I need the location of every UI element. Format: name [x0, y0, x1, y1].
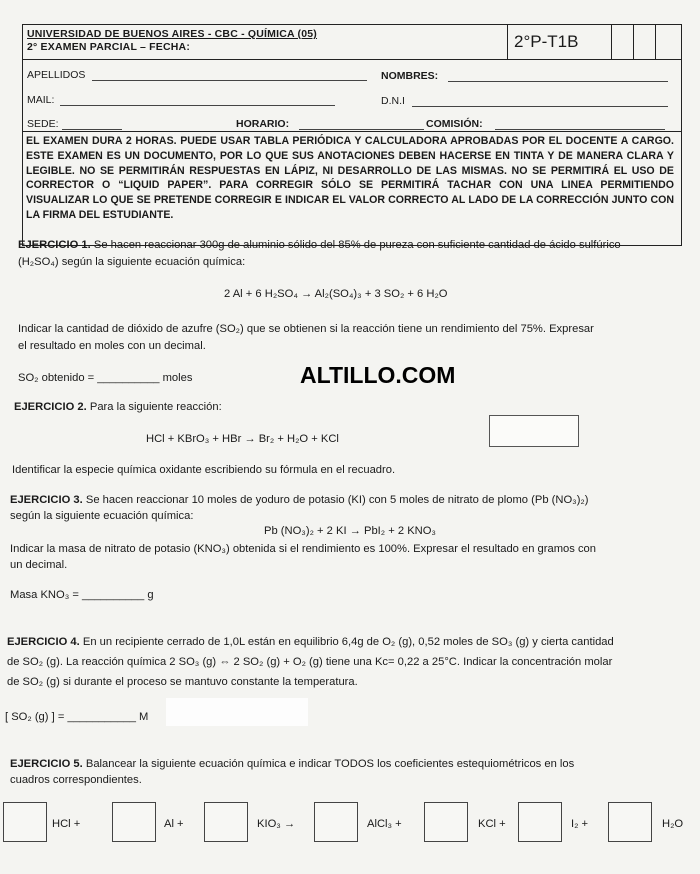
apellidos-field[interactable]: [92, 80, 367, 81]
exercise-4-text-3: de SO₂ (g) si durante el proceso se mantuvo constante la temperatura.: [7, 676, 358, 688]
species-1: HCl +: [52, 818, 81, 830]
coefficient-box-2[interactable]: [112, 802, 156, 842]
exercise-5-text-2: cuadros correspondientes.: [10, 774, 142, 786]
species-3: KIO₃ →: [257, 818, 296, 830]
apellidos-label: APELLIDOS: [27, 69, 86, 81]
coefficient-box-4[interactable]: [314, 802, 358, 842]
species-5: KCl +: [478, 818, 506, 830]
exercise-3-text-3: Indicar la masa de nitrato de potasio (KNO₃) obtenida si el rendimiento es 100%. Expresar el resultado en gramos con: [10, 543, 596, 555]
mail-label: MAIL:: [27, 94, 55, 106]
species-6: I₂ +: [571, 818, 589, 830]
horario-field[interactable]: [299, 129, 424, 130]
nombres-field[interactable]: [448, 81, 668, 82]
species-2: Al +: [164, 818, 184, 830]
divider: [23, 59, 681, 60]
exercise-4-text-2: de SO₂ (g). La reacción química 2 SO₃ (g) ⇔ 2 SO₂ (g) + O₂ (g) tiene una Kc= 0,22 a 25°C. Indicar la concentración molar: [7, 656, 613, 668]
exercise-3-equation: Pb (NO₃)₂ + 2 KI → PbI₂ + 2 KNO₃: [264, 525, 436, 537]
exercise-1-text-3: Indicar la cantidad de dióxido de azufre (SO₂) que se obtienen si la reacción tiene un rendimiento del 75%. Expresar: [18, 323, 594, 335]
comision-field[interactable]: [495, 129, 665, 130]
exercise-3-text-4: un decimal.: [10, 559, 68, 571]
exercise-4-title: EJERCICIO 4.: [7, 636, 80, 648]
coefficient-box-5[interactable]: [424, 802, 468, 842]
exercise-2-title: EJERCICIO 2.: [14, 401, 87, 413]
exercise-5-title: EJERCICIO 5.: [10, 758, 83, 770]
exercise-1-text-2: (H₂SO₄) según la siguiente ecuación química:: [18, 256, 246, 268]
species-4: AlCl₃ +: [367, 818, 402, 830]
coefficient-box-7[interactable]: [608, 802, 652, 842]
coefficient-box-6[interactable]: [518, 802, 562, 842]
answer-whitebox[interactable]: [166, 698, 308, 726]
mail-field[interactable]: [60, 105, 335, 106]
exam-title: 2° EXAMEN PARCIAL – FECHA:: [27, 41, 191, 53]
comision-label: COMISIÓN:: [426, 118, 483, 130]
dni-label: D.N.I: [381, 95, 405, 107]
exercise-4-answer[interactable]: [ SO₂ (g) ] = ___________ M: [5, 711, 149, 723]
species-7: H₂O: [662, 818, 684, 830]
exercise-1-text-4: el resultado en moles con un decimal.: [18, 340, 206, 352]
exercise-5-text: EJERCICIO 5. Balancear la siguiente ecuación química e indicar TODOS los coeficientes estequiométricos en los: [10, 758, 575, 770]
exercise-3-title: EJERCICIO 3.: [10, 494, 83, 506]
dni-field[interactable]: [412, 106, 668, 107]
exercise-1-answer[interactable]: SO₂ obtenido = __________ moles: [18, 372, 193, 384]
exercise-1-text: EJERCICIO 1. Se hacen reaccionar 300g de aluminio sólido del 85% de pureza con suficiente cantidad de ácido sulfúrico: [18, 239, 621, 251]
exercise-3-text-2: según la siguiente ecuación química:: [10, 510, 194, 522]
sede-field[interactable]: [62, 129, 122, 130]
university-title: UNIVERSIDAD DE BUENOS AIRES - CBC - QUÍMICA (05): [27, 28, 318, 40]
exercise-2-text: EJERCICIO 2. Para la siguiente reacción:: [14, 401, 222, 413]
nombres-label: NOMBRES:: [381, 70, 439, 82]
exercise-2-equation: HCl + KBrO₃ + HBr → Br₂ + H₂O + KCl: [146, 433, 339, 445]
watermark: ALTILLO.COM: [300, 362, 456, 388]
exercise-2-text-2: Identificar la especie química oxidante escribiendo su fórmula en el recuadro.: [12, 464, 396, 476]
oxidant-answer-box[interactable]: [489, 415, 579, 447]
coefficient-box-3[interactable]: [204, 802, 248, 842]
exercise-1-equation: 2 Al + 6 H₂SO₄ → Al₂(SO₄)₃ + 3 SO₂ + 6 H₂O: [224, 288, 448, 300]
exercise-3-answer[interactable]: Masa KNO₃ = __________ g: [10, 589, 154, 601]
exam-code: 2°P-T1B: [514, 32, 579, 51]
horario-label: HORARIO:: [236, 118, 290, 130]
exercise-4-text: EJERCICIO 4. En un recipiente cerrado de 1,0L están en equilibrio 6,4g de O₂ (g), 0,52 moles de SO₃ (g) y cierta cantidad: [7, 636, 614, 648]
exercise-3-text: EJERCICIO 3. Se hacen reaccionar 10 moles de yoduro de potasio (KI) con 5 moles de nitrato de plomo (Pb (NO₃)₂): [10, 494, 589, 506]
exercise-1-title: EJERCICIO 1.: [18, 239, 91, 251]
coefficient-box-1[interactable]: [3, 802, 47, 842]
exam-rules: EL EXAMEN DURA 2 HORAS. PUEDE USAR TABLA PERIÓDICA Y CALCULADORA APROBADAS POR EL DOCENTE A CARGO. ESTE EXAMEN ES UN DOCUMENTO, POR LO QUE SUS ANOTACIONES DEBEN HACERSE EN TINTA Y DE MANERA CLARA Y LEGIBLE. NO SE PERMITIRÁN RESPUESTAS EN LÁPIZ, NI DESARROLLO DE LAS MISMAS. NO SE PERMITIRÁ EL USO DE CORRECTOR O “LIQUID PAPER”. PARA CORREGIR SÓLO SE PERMITIRÁ TACHAR CON UNA LINEA PERMITIENDO VISUALIZAR LO QUE SE PRETENDE CORREGIR E INDICAR EL VALOR CORRECTO AL LADO DE LA CORRECCIÓN JUNTO CON LA FIRMA DEL ESTUDIANTE.: [26, 135, 674, 221]
sede-label: SEDE:: [27, 118, 59, 130]
